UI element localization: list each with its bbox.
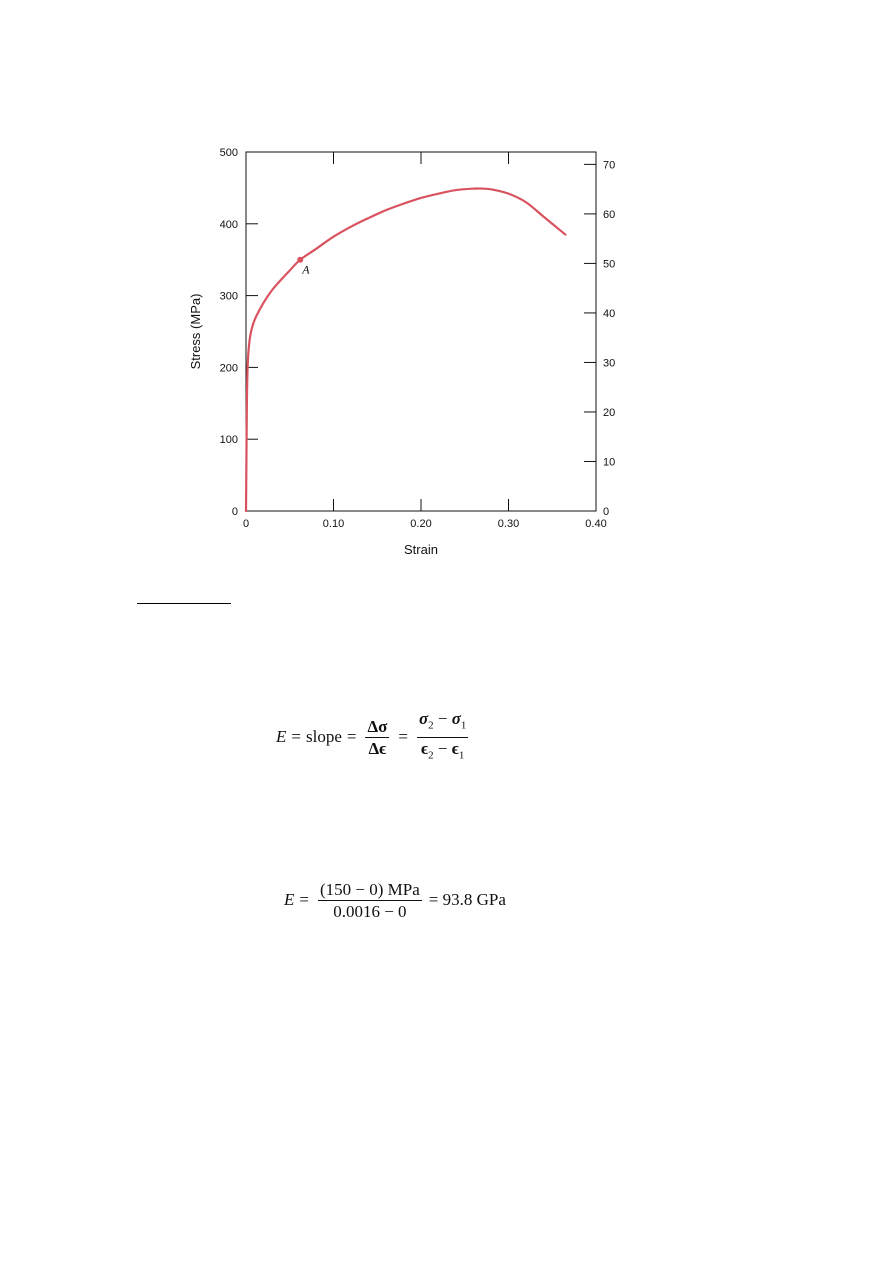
epsilon-2-sub: 2 [428, 748, 434, 761]
plot-frame [246, 152, 596, 511]
modulus-definition-equation [276, 709, 472, 761]
y-axis-label: Stress (MPa) [188, 293, 203, 370]
epsilon-2: ϵ [420, 738, 429, 758]
eq1-delta-sigma: Δσ [367, 716, 388, 736]
y-tick-label-4: 400 [219, 218, 238, 231]
sigma-1: σ [451, 709, 461, 729]
x-tick-label-2: 0.20 [410, 518, 432, 530]
minus-sign-2: − [437, 738, 448, 758]
epsilon-1-sub: 1 [458, 748, 465, 761]
eq1-equals-3: = [398, 727, 408, 746]
x-axis-label: Strain [404, 542, 438, 557]
stress-strain-chart [0, 0, 893, 600]
stress-strain-curve [246, 188, 565, 511]
y-tick-label-1: 100 [219, 434, 238, 447]
eq1-lhs: E [276, 727, 287, 746]
eq1-delta-epsilon: Δϵ [368, 738, 387, 758]
eq2-lhs: E [284, 890, 295, 909]
y2-tick-label-6: 60 [603, 208, 616, 221]
eq2-fraction [318, 880, 422, 921]
eq1-delta-fraction [365, 717, 389, 758]
x-tick-label-3: 0.30 [497, 518, 520, 530]
y2-tick-label-1: 10 [603, 456, 616, 469]
y2-tick-label-4: 40 [603, 307, 616, 320]
sigma-2-sub: 2 [428, 719, 434, 732]
y2-tick-label-0: 0 [603, 506, 610, 518]
modulus-value-equation [284, 876, 506, 924]
y2-tick-label-2: 20 [603, 406, 616, 419]
x-tick-label-1: 0.10 [322, 518, 345, 530]
eq1-difference-fraction [417, 709, 468, 765]
y2-tick-label-7: 70 [603, 159, 616, 172]
y-tick-label-5: 500 [219, 147, 238, 159]
x-tick-label-0: 0 [242, 518, 250, 530]
tick-marks [246, 152, 596, 511]
eq2-denominator: 0.0016 − 0 [333, 901, 407, 921]
plot-border [246, 152, 596, 511]
eq1-slope-word: slope [305, 727, 342, 746]
eq2-clip [284, 879, 506, 921]
eq1-equals: = [291, 727, 301, 746]
minus-sign: − [437, 709, 448, 729]
epsilon-1: ϵ [451, 738, 459, 758]
y2-tick-label-3: 30 [603, 357, 616, 370]
eq2-equals: = [299, 890, 309, 909]
point-a-label: A [302, 262, 310, 277]
eq2-numerator: (150 − 0) MPa [319, 879, 420, 899]
y-tick-label-0: 0 [231, 506, 238, 518]
eq1-sigma-difference [417, 709, 468, 737]
x-tick-label-4: 0.40 [585, 518, 607, 530]
eq1-epsilon-difference [419, 738, 466, 765]
sigma-2: σ [418, 709, 429, 729]
sigma-1-sub: 1 [460, 719, 467, 732]
eq2-result: = 93.8 GPa [428, 890, 506, 909]
y-tick-label-2: 200 [219, 362, 238, 375]
tick-labels [220, 147, 616, 530]
eq1-equals-2: = [346, 727, 357, 746]
section-underline [137, 603, 231, 604]
y2-tick-label-5: 50 [603, 258, 616, 271]
y-tick-label-3: 300 [219, 290, 238, 303]
